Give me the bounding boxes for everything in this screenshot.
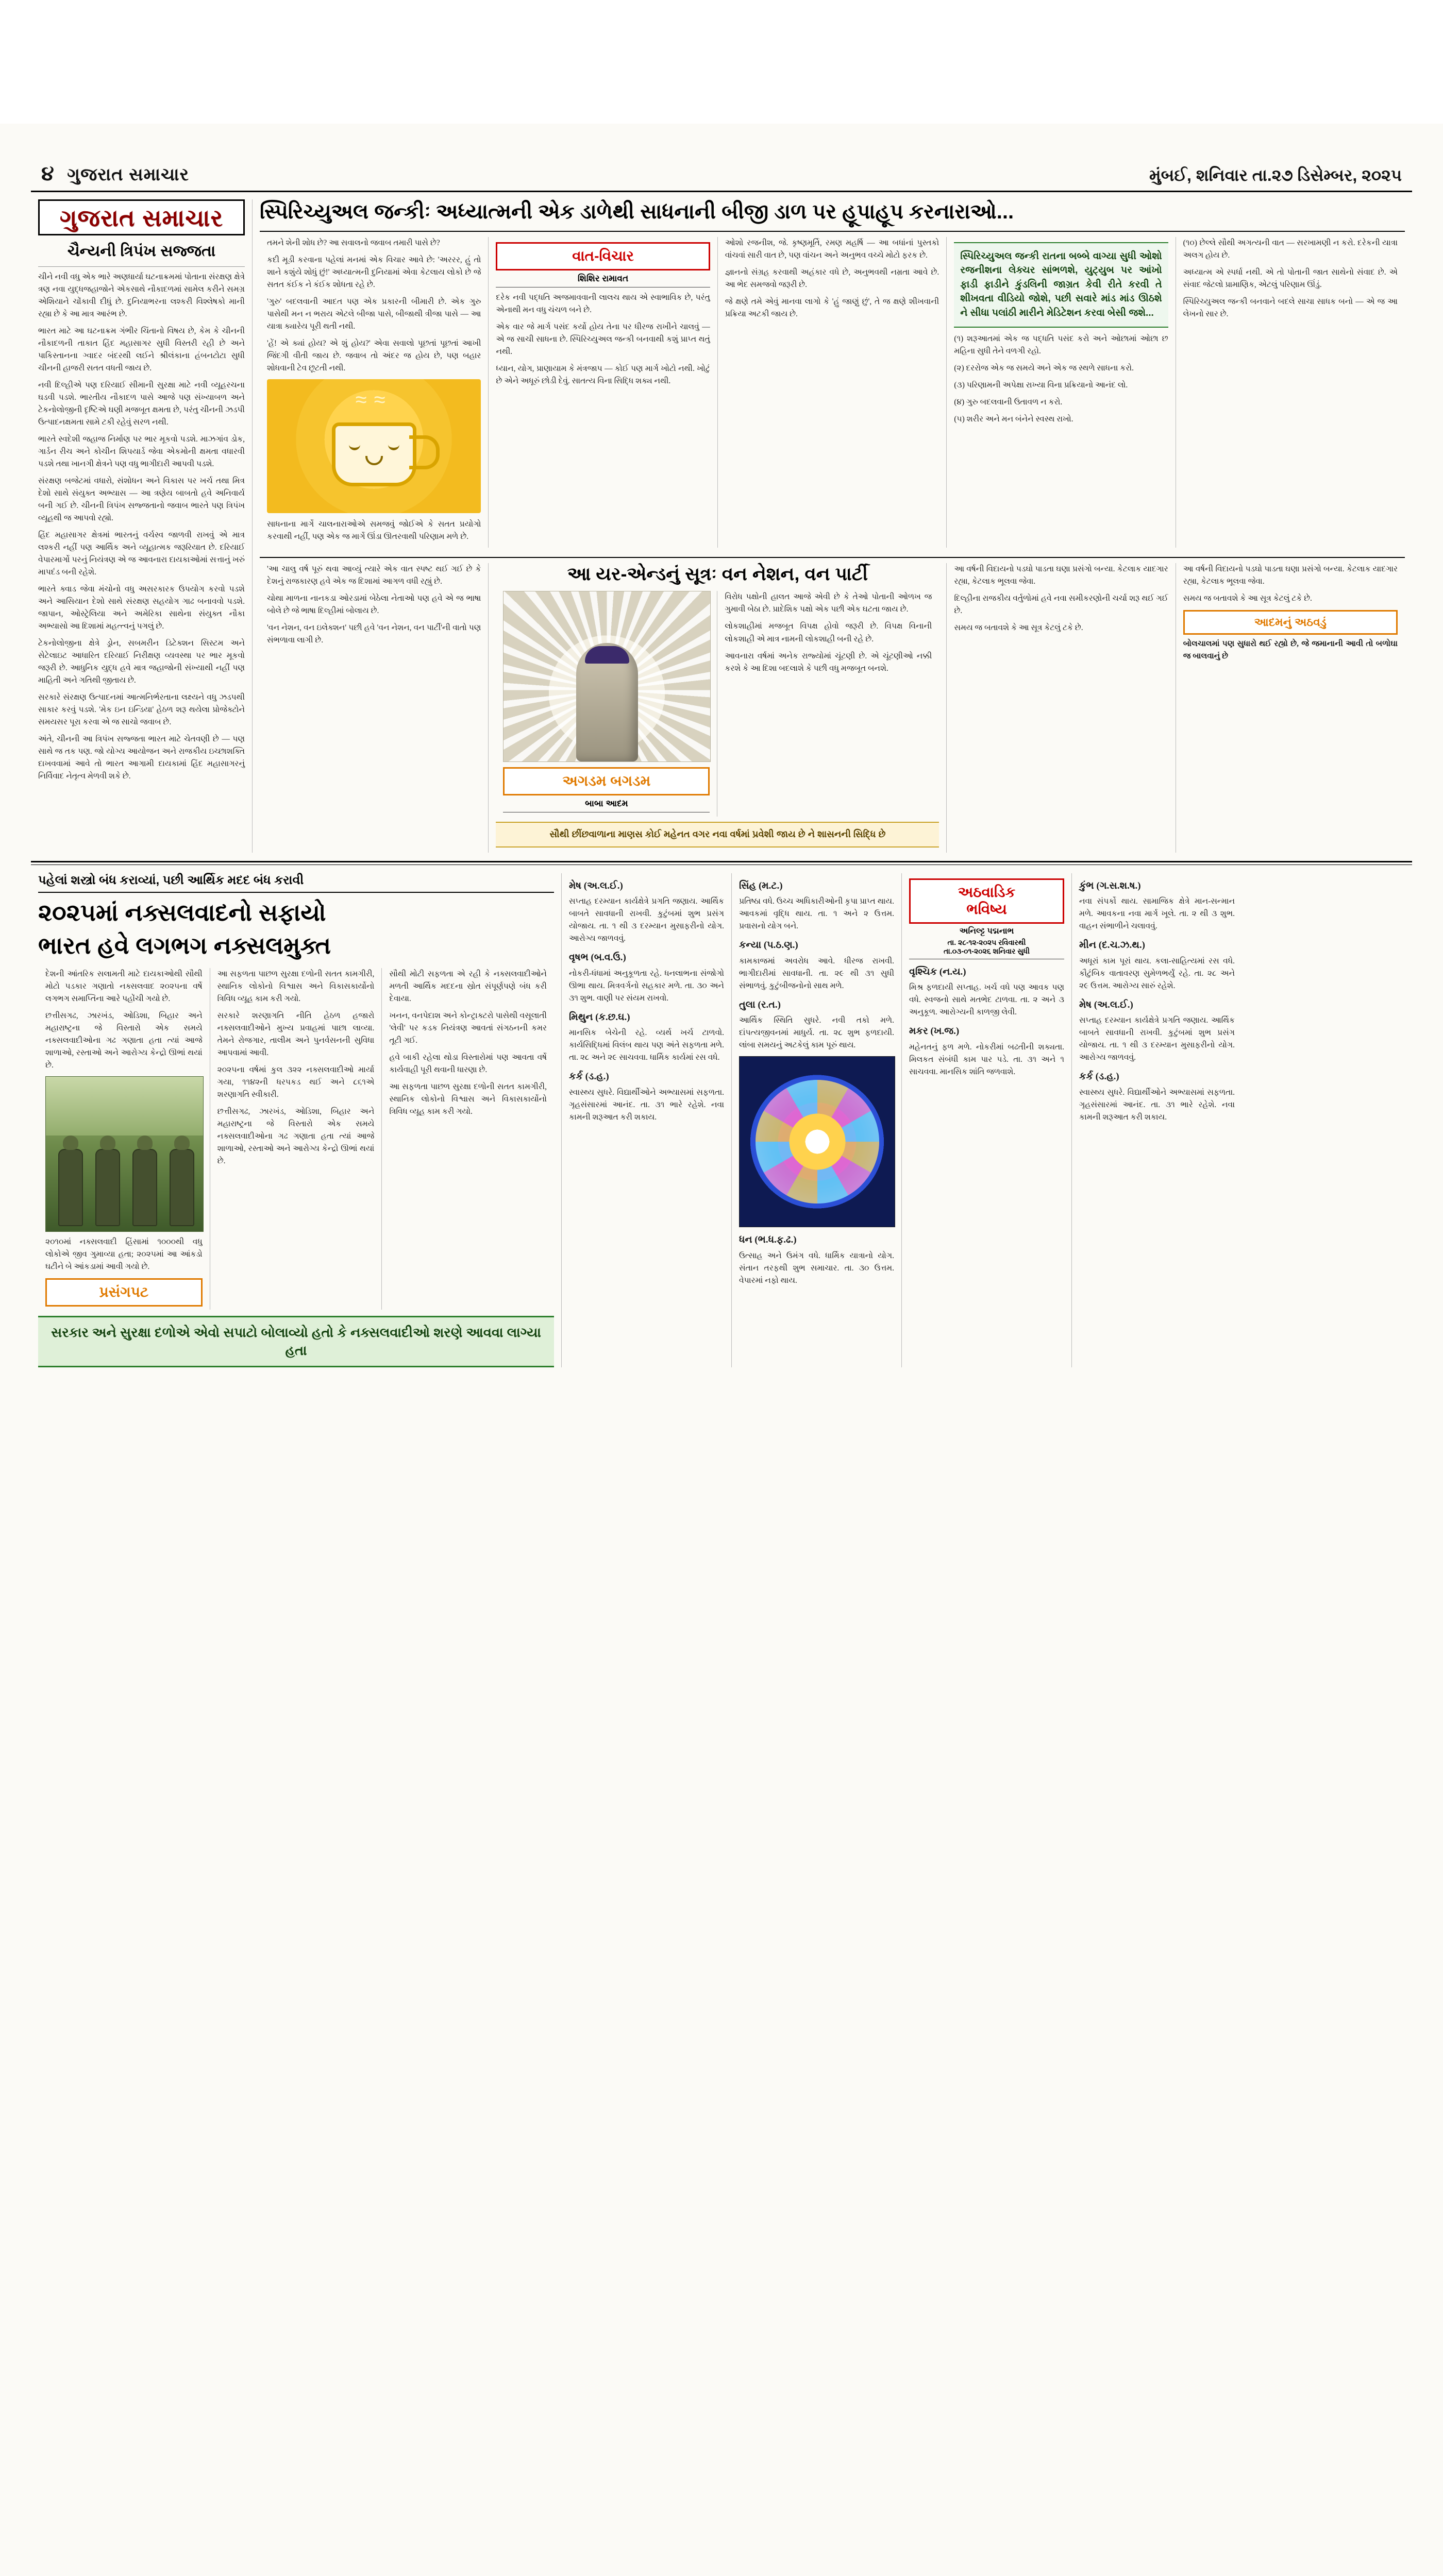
feature-para: (૧) શરૂઆતમાં એક જ પદ્ધતિ પસંદ કરો અને ઓછામાં ઓછા છ મહિના સુધી તેને વળગી રહો.: [954, 334, 1168, 355]
edition-date: મુંબઈ, શનિવાર તા.૨૭ ડિસેમ્બર, ૨૦૨૫: [1149, 166, 1402, 184]
soldier-figure: [58, 1149, 83, 1226]
zodiac-sign-name: મીન (દ.ચ.ઝ.થ.): [1079, 940, 1145, 951]
naxal-story: [31, 873, 562, 1367]
naxal-para: સરકારે શરણાગતિ નીતિ હેઠળ હજારો નક્સલવાદીઓને મુખ્ય પ્રવાહમાં પાછા લાવ્યા. તેમને રોજગાર, તાલીમ અને પુનર્વસનની સુવિધા આપવામાં આવી.: [217, 1011, 375, 1057]
naxal-para: છત્તીસગઢ, ઝારખંડ, ઓડિશા, બિહાર અને મહારાષ્ટ્રના જે વિસ્તારો એક સમયે નક્સલવાદીઓના ગઢ ગણાતા હતા ત્યાં આજે શાળાઓ, રસ્તાઓ અને આરોગ્ય કેન્દ્રો ઊભાં થયાં છે.: [217, 1107, 375, 1165]
naxal-para: ૨૦૨૫ના વર્ષમાં કુલ ૩૨૨ નક્સલવાદીઓ માર્યા ગયા, ૧૧૪૨ની ધરપકડ થઈ અને ૮૬૧એ શરણાગતિ સ્વીકારી.: [217, 1065, 375, 1099]
feature-para: (૨) દરરોજ એક જ સમયે અને એક જ સ્થળે સાધના કરો.: [954, 363, 1134, 372]
editorial-para: અંતે, ચીનની આ ત્રિપંખ સજ્જતા ભારત માટે ચેતવણી છે — પણ સાથે જ તક પણ. જો યોગ્ય આયોજન અને રાજકીય ઇચ્છાશક્તિ દાખવવામાં આવે તો ભારત આગામી દાયકામાં હિંદ મહાસાગરનું નિર્વિવાદ નેતૃત્વ મેળવી શકે છે.: [38, 735, 245, 781]
horoscope-body-2: [739, 878, 894, 1287]
oye-body-1: [267, 563, 481, 647]
zodiac-sign-name: સિંહ (મ.ટ.): [739, 880, 783, 891]
oye-body-3: [954, 563, 1168, 634]
zodiac-sign-text: મહેનતનું ફળ મળે. નોકરીમાં બઢતીની શક્યતા. મિલકત સંબંધી કામ પાર પડે. તા. ૩૧ અને ૧ સાચવવા. માનસિક શાંતિ જળવાશે.: [909, 1042, 1064, 1076]
feature-para: દરેક નવી પદ્ધતિ અજમાવવાની લાલચ થાય એ સ્વાભાવિક છે, પરંતુ એનાથી મન વધુ ચંચળ બને છે.: [496, 293, 710, 314]
astrologer-name: અનિલ્ટ્ટ પદ્મનાભ: [959, 926, 1014, 936]
feature-para: અધ્યાત્મ એ સ્પર્ધા નથી. એ તો પોતાની જાત સાથેનો સંવાદ છે. એ સંવાદ જેટલો પ્રામાણિક, એટલું પરિણામ ઊંડું.: [1183, 267, 1398, 289]
cup-eye-right: [388, 444, 399, 450]
feature-para: તમને શેની શોધ છે? આ સવાલનો જવાબ તમારી પાસે છે?: [267, 238, 440, 247]
oye-center: [489, 563, 947, 853]
zodiac-sign-name: મેષ (અ.લ.ઈ.): [569, 880, 623, 891]
oye-col-4: [1176, 563, 1405, 853]
divider: [260, 557, 1405, 558]
cup-eye-left: [349, 444, 360, 450]
feature-col-2: [489, 237, 717, 548]
oye-para: 'વન નેશન, વન ઇલેક્શન' પછી હવે 'વન નેશન, વન પાર્ટી'ની વાતો પણ સંભળાવા લાગી છે.: [267, 623, 481, 645]
horoscope-body-3: [909, 964, 1064, 1078]
oye-para: આવનારા વર્ષમાં અનેક રાજ્યોમાં ચૂંટણી છે. એ ચૂંટણીઓ નક્કી કરશે કે આ દિશા બદલાશે કે પછી વધુ મજબૂત બનશે.: [725, 651, 932, 673]
oye-strap: સૌથી છીંછવાળાના માણસ કોઈ મહેનત વગર નવા વર્ષમાં પ્રવેશી જાય છે ને શાસનની સિદ્ધિ છે: [496, 822, 939, 847]
oye-text-col: [717, 591, 939, 817]
spiritual-feature: [253, 199, 1412, 853]
paper-name-small: ગુજરાત સમાચાર: [67, 165, 190, 184]
adam-week-box: [1183, 610, 1398, 635]
soldier-figure: [95, 1149, 120, 1226]
zodiac-sign-text: નોકરી-ધંધામાં અનુકૂળતા રહે. ધનલાભના સંજોગો ઊભા થાય. મિત્રવર્ગનો સહકાર મળે. તા. ૩૦ અને ૩૧ શુભ. વાણી પર સંયમ રાખવો.: [569, 969, 724, 1003]
feature-body-1b: [267, 518, 481, 543]
naxal-body-1b: [45, 1236, 203, 1273]
feature-para: (૪) ગુરુ બદલવાની ઉતાવળ ન કરો.: [954, 397, 1063, 406]
prasangpat-label: પ્રસંગપટ: [99, 1283, 149, 1300]
editorial-para: નવી દિલ્હીએ પણ દરિયાઈ સીમાની સુરક્ષા માટે નવી વ્યૂહરચના ઘડવી પડશે. ભારતીય નૌકાદળ પાસે આજે પણ સંખ્યાબળ અને ટેકનોલોજીની દૃષ્ટિએ ઘણી મજબૂત ક્ષમતા છે, પરંતુ ચીનની ઝડપી ઉત્પાદનક્ષમતા સામે ટકી રહેવું સરળ નથી.: [38, 380, 245, 427]
naxal-para: છત્તીસગઢ, ઝારખંડ, ઓડિશા, બિહાર અને મહારાષ્ટ્રના જે વિસ્તારો એક સમયે નક્સલવાદીઓના ગઢ ગણાતા હતા ત્યાં આજે શાળાઓ, રસ્તાઓ અને આરોગ્ય કેન્દ્રો ઊભાં થયાં છે.: [45, 1011, 203, 1070]
horoscope-title-2: ભવિષ્ય: [966, 901, 1007, 917]
horoscope-date-from: તા. ૨૮-૧૨-૨૦૨૫ રવિવારથી: [947, 938, 1026, 946]
horoscope-col-2: [732, 873, 902, 1367]
horoscope-title-box: [909, 878, 1064, 924]
oye-para: આ વર્ષની વિદાયનો પડઘો પાડતા ઘણા પ્રસંગો બન્યા. કેટલાક યાદગાર રહ્યા, કેટલાક ભૂલવા જેવા.: [1183, 564, 1398, 586]
coffee-cup-illustration: [267, 379, 481, 513]
editorial-para: ભારતે ક્વાડ જેવા મંચોનો વધુ અસરકારક ઉપયોગ કરવો પડશે અને આસિયાન દેશો સાથે સંરક્ષણ સહયોગ ગાઢ બનાવવો પડશે. જાપાન, ઓસ્ટ્રેલિયા અને અમેરિકા સાથેના સંયુક્ત નૌકા અભ્યાસો આ દિશામાં મહત્ત્વનું પગલું છે.: [38, 584, 245, 631]
feature-col-3: [718, 237, 947, 548]
zodiac-sign-name: કુંભ (ગ.સ.શ.ષ.): [1079, 880, 1141, 891]
naxal-headline-1: ૨૦૨૫માં નક્સલવાદનો સફાયો: [38, 899, 326, 926]
top-section: [31, 199, 1412, 853]
naxal-para: આ સફળતા પાછળ સુરક્ષા દળોની સતત કામગીરી, સ્થાનિક લોકોનો વિશ્વાસ અને વિકાસકાર્યોનો ત્રિવિધ વ્યૂહ કામ કરી ગયો.: [217, 969, 375, 1003]
oye-para: આ વર્ષની વિદાયનો પડઘો પાડતા ઘણા પ્રસંગો બન્યા. કેટલાક યાદગાર રહ્યા, કેટલાક ભૂલવા જેવા.: [954, 564, 1168, 586]
cup-shape: [332, 422, 416, 486]
zodiac-core-glow: [789, 1113, 846, 1170]
naxal-body-1: [45, 968, 203, 1072]
zodiac-sign-text: સ્વાસ્થ્ય સુધરે. વિદ્યાર્થીઓને અભ્યાસમાં સફળતા. ગૃહસંસારમાં આનંદ. તા. ૩૧ ભારે રહેશે. નવા કામની શરૂઆત કરી શકાય.: [1079, 1088, 1235, 1122]
zodiac-sign-name: વૃષભ (બ.વ.ઉ.): [569, 952, 626, 963]
editorial-para: હિંદ મહાસાગર ક્ષેત્રમાં ભારતનું વર્ચસ્વ જાળવી રાખવું એ માત્ર લશ્કરી નહીં પણ આર્થિક અને વ્યૂહાત્મક જરૂરિયાત છે. દરિયાઈ વેપારમાર્ગો પરનું નિયંત્રણ એ જ આવનારા દાયકાઓમાં સત્તાનું ખરું માપદંડ બની રહેશે.: [38, 530, 245, 577]
naxal-headline-2: ભારત હવે લગભગ નક્સલમુક્ત: [38, 931, 331, 959]
naxal-col-2: [210, 968, 382, 1310]
oye-para: દિલ્હીના રાજકીય વર્તુળોમાં હવે નવા સમીકરણોની ચર્ચા શરૂ થઈ ગઈ છે.: [954, 594, 1168, 616]
naxal-col-3: [382, 968, 554, 1310]
editorial-para: સંરક્ષણ બજેટમાં વધારો, સંશોધન અને વિકાસ પર ખર્ચ તથા મિત્ર દેશો સાથે સંયુક્ત અભ્યાસ — આ ત્રણેય બાબતો હવે અનિવાર્ય બની ગઈ છે. ચીનની ત્રિપંખ સજ્જતાનો જવાબ ભારતે પણ ત્રિપંખ વ્યૂહથી જ આપવો રહ્યો.: [38, 476, 245, 522]
zodiac-wheel-photo: [739, 1056, 895, 1227]
agadam-bagadam-box: [503, 767, 710, 795]
oye-col-1: [260, 563, 489, 853]
prasangpat-box: [45, 1278, 203, 1307]
divider: [260, 231, 1405, 232]
feature-para: ધ્યાન, યોગ, પ્રાણાયામ કે મંત્રજાપ — કોઈ પણ માર્ગ ખોટો નથી. ખોટું છે એને અધૂરું છોડી દેવું. સાતત્ય વિના સિદ્ધિ શક્ય નથી.: [496, 364, 710, 385]
horoscope-col-1: [562, 873, 732, 1367]
naxal-para: ૨૦૧૦માં નક્સલવાદી હિંસામાં ૧૦૦૦થી વધુ લોકોએ જીવ ગુમાવ્યા હતા; ૨૦૨૫માં આ આંકડો ઘટીને બે આંકડામાં આવી ગયો છે.: [45, 1237, 203, 1271]
feature-para: સાધનાના માર્ગે ચાલનારાઓએ સમજવું જોઈએ કે સતત પ્રયોગો કરવાથી નહીં, પણ એક જ માર્ગે ઊંડા ઊતરવાથી પરિણામ મળે છે.: [267, 519, 481, 541]
page-number: ૪: [41, 162, 55, 185]
ink-mark: [585, 646, 629, 664]
zodiac-sign-name: કર્ક (ડ.હ.): [569, 1071, 609, 1082]
editorial-para: ભારત માટે આ ઘટનાક્રમ ગંભીર ચિંતાનો વિષય છે, કેમ કે ચીનની નૌકાદળની તાકાત હિંદ મહાસાગર સુધી વિસ્તરી રહી છે અને પાકિસ્તાનના ગ્વાદર બંદરથી લઈને શ્રીલંકાના હંબનટોટા સુધી ચીનની હાજરી સતત વધતી જાય છે.: [38, 326, 245, 372]
folio-left: [41, 162, 189, 185]
adam-week-label: આદમનું અઠવડું: [1254, 616, 1327, 629]
oye-para: સમય જ બતાવશે કે આ સૂત્ર કેટલું ટકે છે.: [1183, 594, 1312, 603]
oye-col-3: [947, 563, 1176, 853]
editorial-title: ચૈન્યની ત્રિપંખ સજ્જતા: [67, 243, 216, 260]
zodiac-sign-text: પ્રતિષ્ઠા વધે. ઉચ્ચ અધિકારીઓની કૃપા પ્રાપ્ત થાય. આવકમાં વૃદ્ધિ થાય. તા. ૧ અને ૨ ઉત્તમ. પ્રવાસનો યોગ બને.: [739, 897, 894, 931]
adam-week-text: [1183, 638, 1398, 663]
feature-para: 'ગુરુ' બદલવાની આદત પણ એક પ્રકારની બીમારી છે. એક ગુરુ પાસેથી મન ન ભરાય એટલે બીજા પાસે, બીજાથી ત્રીજા પાસે — આ યાત્રા ક્યારેય પૂરી થતી નથી.: [267, 297, 481, 331]
feature-body-5: [1183, 237, 1398, 320]
naxal-para: સૌથી મોટી સફળતા એ રહી કે નક્સલવાદીઓને મળતી આર્થિક મદદના સ્રોત સંપૂર્ણપણે બંધ કરી દેવાયા.: [389, 969, 547, 1003]
feature-para: (૧૦) છેલ્લે સૌથી અગત્યની વાત — સરખામણી ન કરો. દરેકની યાત્રા અલગ હોય છે.: [1183, 238, 1398, 260]
feature-para: 'હેં! એ ક્યાં હોય? એ શું હોય?' એવા સવાલો પૂછતાં પૂછતાં આખી જિંદગી વીતી જાય છે. જવાબ તો અંદર જ હોય છે, પણ બહાર શોધવાની ટેવ છૂટતી નથી.: [267, 338, 481, 372]
naxal-strap: સરકાર અને સુરક્ષા દળોએ એવો સપાટો બોલાવ્યો હતો કે નક્સલવાદીઓ શરણે આવવા લાગ્યા હતા: [38, 1316, 554, 1367]
feature-body-4: [954, 333, 1168, 426]
feature-para: (૫) શરીર અને મન બંનેને સ્વસ્થ રાખો.: [954, 414, 1073, 423]
divider: [38, 266, 245, 267]
zodiac-sign-text: અધૂરાં કામ પૂરાં થાય. કલા-સાહિત્યમાં રસ વધે. કૌટુંબિક વાતાવરણ સુમેળભર્યું રહે. તા. ૨૮ અને ૨૯ ઉત્તમ. આરોગ્ય સારું રહેશે.: [1079, 956, 1235, 990]
oye-para: સમય જ બતાવશે કે આ સૂત્ર કેટલું ટકે છે.: [954, 623, 1083, 633]
feature-columns: [260, 237, 1405, 548]
naxal-para: દેશની આંતરિક સલામતી માટે દાયકાઓથી સૌથી મોટો પડકાર ગણાતો નક્સલવાદ ૨૦૨૫ના વર્ષે લગભગ સમાપ્તિના આરે પહોંચી ગયો છે.: [45, 969, 203, 1003]
feature-body-2: [496, 292, 710, 387]
zodiac-sign-name: કર્ક (ડ.હ.): [1079, 1071, 1119, 1082]
bottom-section: [31, 873, 1412, 1367]
zodiac-sign-text: સ્વાસ્થ્ય સુધરે. વિદ્યાર્થીઓને અભ્યાસમાં સફળતા. ગૃહસંસારમાં આનંદ. તા. ૩૧ ભારે રહેશે. નવા કામની શરૂઆત કરી શકાય.: [569, 1088, 724, 1122]
naxal-columns: [38, 968, 554, 1310]
voting-finger-illustration: [503, 591, 711, 762]
feature-col-4: [947, 237, 1176, 548]
zodiac-sign-name: મકર (ખ.જ.): [909, 1026, 960, 1037]
feature-para: સ્પિરિચ્યુઅલ જન્કી બનવાને બદલે સાચા સાધક બનો — એ જ આ લેખનો સાર છે.: [1183, 297, 1398, 318]
zodiac-sign-text: માનસિક બેચેની રહે. વ્યર્થ ખર્ચ ટાળવો. કાર્યસિદ્ધિમાં વિલંબ થાય પણ અંતે સફળતા મળે. તા. ૨૮ અને ૨૯ સાચવવા. ધાર્મિક કાર્યમાં રસ વધે.: [569, 1028, 724, 1062]
horoscope-title-1: અઠવાડિક: [958, 884, 1016, 900]
zodiac-sign-name: મેષ (અ.લ.ઈ.): [1079, 999, 1133, 1010]
feature-headline: સ્પિરિચ્યુઅલ જન્કીઃ અધ્યાત્મની એક ડાળેથી સાધનાની બીજી ડાળ પર હૂપાહૂપ કરનારાઓ...: [260, 200, 1014, 223]
editorial-column: [31, 199, 253, 853]
photo-sky: [46, 1077, 203, 1136]
horoscope-date-to: તા.૦૩-૦૧-૨૦૨૬ શનિવાર સુધી: [909, 947, 1064, 959]
editorial-para: ભારતે સ્વદેશી જહાજ નિર્માણ પર ભાર મૂકવો પડશે. માઝગાંવ ડોક, ગાર્ડન રીચ અને કોચીન શિપયાર્ડ જેવા એકમોની ક્ષમતા વધારવી પડશે તથા ખાનગી ક્ષેત્રને પણ વધુ ભાગીદારી આપવી પડશે.: [38, 434, 245, 468]
horoscope-col-3: [902, 873, 1072, 1367]
oye-inner-cols: [496, 591, 939, 817]
column-byline: શિશિર રામાવત: [496, 274, 710, 287]
page-header: [31, 124, 1412, 192]
zodiac-sign-text: નવા સંપર્કો થાય. સામાજિક ક્ષેત્રે માન-સન્માન મળે. આવકના નવા માર્ગ ખૂલે. તા. ૨ થી ૩ શુભ. વાહન સંભાળીને ચલાવવું.: [1079, 897, 1235, 931]
section-divider: [31, 861, 1412, 865]
zodiac-sign-text: કામકાજમાં અવરોધ આવે. ધીરજ રાખવી. ભાગીદારીમાં સાવધાની. તા. ૨૯ થી ૩૧ સુધી સંભાળવું. કુટુંબીજનોનો સાથ મળે.: [739, 956, 894, 990]
zodiac-sign-name: વૃશ્ચિક (ન.ય.): [909, 966, 966, 977]
soldier-figure: [170, 1149, 194, 1226]
steam-icon: ≈≈: [355, 388, 393, 411]
oye-para: ચોથા માળના નાનકડા ઓરડામાં બેઠેલા નેતાઓ પણ હવે એ જ ભાષા બોલે છે જે ભાષા દિલ્હીમાં બોલાય છે.: [267, 594, 481, 616]
oye-headline: આ યર-એન્ડનું સૂત્રઃ વન નેશન, વન પાર્ટી: [567, 563, 868, 584]
newspaper-page: [0, 124, 1443, 2576]
feature-para: ઓશો રજનીશ, જે. કૃષ્ણમૂર્તિ, રમણ મહર્ષિ — આ બધાંનાં પુસ્તકો વાંચવાં સારી વાત છે, પણ વાંચન અને અનુભવ વચ્ચે મોટો ફરક છે.: [725, 238, 939, 260]
zodiac-sign-text: મિશ્ર ફળદાયી સપ્તાહ. ખર્ચ વધે પણ આવક પણ વધે. સ્વજનો સાથે મતભેદ ટાળવા. તા. ૨ અને ૩ અનુકૂળ. આરોગ્યની કાળજી લેવી.: [909, 983, 1064, 1017]
masthead-logo: [38, 199, 245, 235]
editorial-body: [38, 271, 245, 783]
naxal-kicker: પહેલાં શસ્ત્રો બંધ કરાવ્યાં, પછી આર્થિક મદદ બંધ કરાવી: [38, 873, 554, 893]
naxal-col-1: [38, 968, 210, 1310]
naxal-body-3: [389, 968, 547, 1118]
cup-mouth: [365, 456, 383, 465]
feature-para: (૩) પરિણામની અપેક્ષા રાખ્યા વિના પ્રક્રિયાનો આનંદ લો.: [954, 380, 1128, 389]
naxal-para: હવે બાકી રહેલા થોડા વિસ્તારોમાં પણ આવતા વર્ષે કાર્યવાહી પૂરી થવાની ધારણા છે.: [389, 1053, 547, 1074]
zodiac-sign-name: કન્યા (પ.ઠ.ણ.): [739, 940, 798, 951]
feature-para: એક વાર જે માર્ગ પસંદ કર્યો હોય તેના પર ધીરજ રાખીને ચાલવું — એ જ સાચી સાધના છે. સ્પિરિચ્યુઅલ જન્કી બનવાથી કશું પ્રાપ્ત થતું નથી.: [496, 322, 710, 356]
naxal-para: આ સફળતા પાછળ સુરક્ષા દળોની સતત કામગીરી, સ્થાનિક લોકોનો વિશ્વાસ અને વિકાસકાર્યોનો ત્રિવિધ વ્યૂહ કામ કરી ગયો.: [389, 1082, 547, 1116]
adam-week-para: બોલચાલમાં પણ સુધારો થઈ રહ્યો છે, જે જમાનાની આવી તો બળોઘા જ બાલવાનું છે: [1183, 639, 1398, 661]
column-label: વાત-વિચાર: [572, 247, 634, 264]
zodiac-sign-name: તુલા (ર.ત.): [739, 999, 781, 1010]
oye-para: વિરોધ પક્ષોની હાલત આજે એવી છે કે તેઓ પોતાની ઓળખ જ ગુમાવી બેઠા છે. પ્રાદેશિક પક્ષો એક પછી એક ઘટતા જાય છે.: [725, 592, 932, 614]
oye-body-4: [1183, 563, 1398, 605]
pull-quote-green: સ્પિરિચ્યુઅલ જન્કી રાતના બબ્બે વાગ્યા સુધી ઓશો રજનીશના લેક્ચર સાંભળશે, યુટ્યુબ પર આંખો ફાડી ફાડીને કુંડલિની જાગ્રત કેવી રીતે કરવી તે શીખવતા વીડિયો જોશે, પછી સવારે માંડ માંડ ઊઠશે ને સીધા પલાંઠી મારીને મેડિટેશન કરવા બેસી જશે...: [954, 242, 1168, 328]
zodiac-sign-name: ધન (ભ.ધ.ફ.ઢ.): [739, 1234, 797, 1246]
agadam-label: અગડમ બગડમ: [562, 773, 651, 789]
zodiac-sign-name: મિથુન (ક.છ.ઘ.): [569, 1011, 630, 1023]
oye-para: લોકશાહીમાં મજબૂત વિપક્ષ હોવો જરૂરી છે. વિપક્ષ વિનાની લોકશાહી એ માત્ર નામની લોકશાહી બની રહે છે.: [725, 622, 932, 643]
feature-col-1: [260, 237, 489, 548]
zodiac-sign-text: સપ્તાહ દરમ્યાન કાર્યક્ષેત્રે પ્રગતિ જણાય. આર્થિક બાબતે સાવધાની રાખવી. કુટુંબમાં શુભ પ્રસંગ યોજાય. તા. ૧ થી ૩ દરમ્યાન મુસાફરીનો યોગ. આરોગ્ય જાળવવું.: [1079, 1016, 1235, 1062]
masthead-logo-text: ગુજરાત સમાચાર: [59, 205, 224, 231]
agadam-byline: બાબા આદમ: [503, 799, 710, 812]
one-year-end-story: [260, 563, 1405, 853]
editorial-para: ચીને નવી વધુ એક ભારે અણધાર્યા ઘટનાક્રમમાં પોતાના સંરક્ષણ ક્ષેત્રે ત્રણ નવા યુદ્ધજહાજોને એકસાથે નૌકાદળમાં સામેલ કરીને સમગ્ર એશિયાને ચોંકાવી દીધું છે. દુનિયાભરના લશ્કરી વિશ્લેષકો માની રહ્યા છે કે આ માત્ર આરંભ છે.: [38, 272, 245, 318]
oye-para: 'આ ચાલુ વર્ષ પૂરું થવા આવ્યું ત્યારે એક વાત સ્પષ્ટ થઈ ગઈ છે કે દેશનું રાજકારણ હવે એક જ દિશામાં આગળ વધી રહ્યું છે.: [267, 564, 481, 586]
editorial-para: સરકારે સંરક્ષણ ઉત્પાદનમાં આત્મનિર્ભરતાના લક્ષ્યને વધુ ઝડપથી સાકાર કરવું પડશે. 'મેક ઇન ઇન્ડિયા' હેઠળ શરૂ થયેલા પ્રોજેક્ટોને સમયસર પૂરા કરવા એ જ સાચો જવાબ છે.: [38, 692, 245, 727]
naxal-body-2: [217, 968, 375, 1167]
feature-col-5: [1176, 237, 1405, 548]
zodiac-sign-text: ઉત્સાહ અને ઉમંગ વધે. ધાર્મિક યાત્રાનો યોગ. સંતાન તરફથી શુભ સમાચાર. તા. ૩૦ ઉત્તમ. વેપારમાં નફો થાય.: [739, 1251, 894, 1285]
zodiac-sign-text: સપ્તાહ દરમ્યાન કાર્યક્ષેત્રે પ્રગતિ જણાય. આર્થિક બાબતે સાવધાની રાખવી. કુટુંબમાં શુભ પ્રસંગ યોજાય. તા. ૧ થી ૩ દરમ્યાન મુસાફરીનો યોગ. આરોગ્ય જાળવવું.: [569, 897, 724, 943]
horoscope-body-4: [1079, 878, 1235, 1124]
oye-illustration-col: [496, 591, 717, 817]
feature-body-1: [267, 237, 481, 375]
horoscope-body-1: [569, 878, 724, 1124]
soldier-figure: [132, 1149, 157, 1226]
oye-body-2: [725, 591, 932, 674]
zodiac-sign-text: આર્થિક સ્થિતિ સુધરે. નવી તકો મળે. દાંપત્યજીવનમાં માધુર્ય. તા. ૨૮ શુભ ફળદાયી. લાંબા સમયનું અટકેલું કામ પૂરું થાય.: [739, 1016, 894, 1050]
horoscope-col-4: [1072, 873, 1242, 1367]
feature-para: કદી મૂડી કરવાના પહેલાં મનમાં એક વિચાર આવે છે: 'અરરર, હું તો શાને કશુંયે શોધું છું!' અધ્યાત્મની દુનિયામાં એવા કેટલાય લોકો છે જે સતત કંઈક ને કંઈક શોધતા રહે છે.: [267, 255, 481, 289]
feature-body-3: [725, 237, 939, 320]
editorial-para: ટેકનોલોજીના ક્ષેત્રે ડ્રોન, સબમરીન ડિટેક્શન સિસ્ટમ અને સેટેલાઇટ આધારિત દરિયાઈ નિરીક્ષણ વ્યવસ્થા પર ભાર મૂકવો જરૂરી છે. આધુનિક યુદ્ધ હવે માત્ર જહાજોની સંખ્યાથી નહીં પણ માહિતી અને ગતિથી જીતાય છે.: [38, 638, 245, 685]
feature-para: જ્ઞાનનો સંગ્રહ કરવાથી અહંકાર વધે છે, અનુભવથી નમ્રતા આવે છે. આ ભેદ સમજવો જરૂરી છે.: [725, 267, 939, 289]
soldiers-photo: [45, 1076, 204, 1232]
column-label-box: [496, 242, 710, 270]
feature-para: જે ક્ષણે તમે એવું માનવા લાગો કે 'હું જાણું છું', તે જ ક્ષણે શીખવાની પ્રક્રિયા અટકી જાય છે.: [725, 297, 939, 318]
naxal-para: ખનન, વનપેદાશ અને કોન્ટ્રાક્ટરો પાસેથી વસૂલાતી 'લેવી' પર કડક નિયંત્રણ આવતાં સંગઠનની કમર તૂટી ગઈ.: [389, 1011, 547, 1045]
